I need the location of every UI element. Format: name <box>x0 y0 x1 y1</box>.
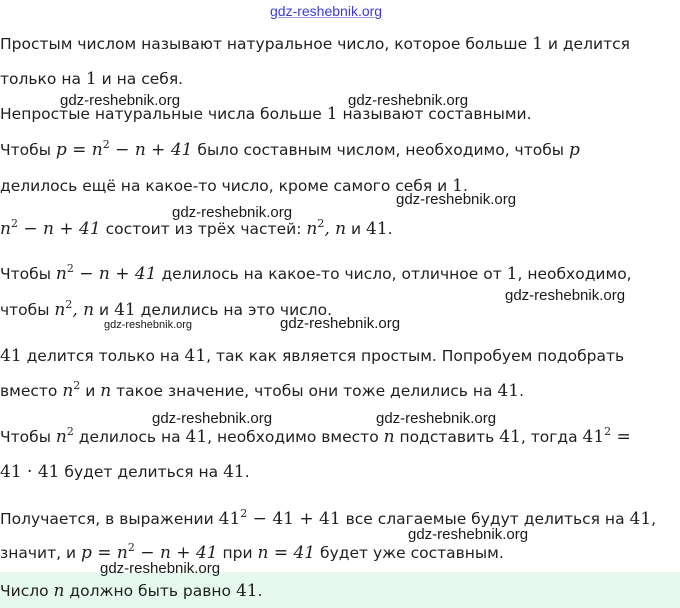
math-variable: p <box>568 140 580 160</box>
watermark: gdz-reshebnik.org <box>408 526 529 543</box>
math-number: 1 <box>452 176 463 196</box>
watermark: gdz-reshebnik.org <box>376 410 497 427</box>
text: делится только на <box>21 347 185 365</box>
math-expression: , n <box>324 219 347 239</box>
text: делились на это число. <box>135 301 333 319</box>
text: . <box>244 463 250 481</box>
text: состоит из трёх частей: <box>100 220 307 238</box>
text: было составным числом, необходимо, чтобы <box>192 141 569 159</box>
text: чтобы <box>0 301 55 319</box>
paragraph-8-line-1 <box>0 508 656 530</box>
paragraph-6-line-2 <box>0 380 524 402</box>
text: делилось на <box>73 428 186 446</box>
paragraph-2 <box>0 103 532 125</box>
text: . <box>387 220 393 238</box>
math-exponent: 2 <box>240 507 248 520</box>
math-number: 41 <box>223 462 245 482</box>
paragraph-4 <box>0 218 393 240</box>
text: называют составными. <box>337 105 532 123</box>
math-variable: n <box>100 381 112 401</box>
text: . <box>257 582 263 600</box>
math-expression: − n + 41 <box>109 140 193 160</box>
text: Непростые натуральные числа больше <box>0 105 327 123</box>
text: вместо <box>0 382 63 400</box>
math-exponent: 2 <box>73 379 81 392</box>
text: Получается, в выражении <box>0 510 219 528</box>
watermark: gdz-reshebnik.org <box>152 410 273 427</box>
text: . <box>519 382 524 400</box>
paragraph-5-line-1 <box>0 263 632 285</box>
text: такое значение, чтобы они тоже делились на <box>111 382 498 400</box>
text: и <box>94 301 115 319</box>
text: , <box>651 510 657 528</box>
paragraph-1-line-1 <box>0 33 630 55</box>
math-number: 41 <box>629 509 652 529</box>
text: . <box>462 177 468 195</box>
paragraph-7-line-2 <box>0 461 250 483</box>
math-exponent: 2 <box>66 425 74 438</box>
text: при <box>217 544 258 562</box>
math-number: 1 <box>532 34 543 54</box>
watermark: gdz-reshebnik.org <box>100 560 221 577</box>
watermark-top[interactable]: gdz-reshebnik.org <box>270 3 383 19</box>
paragraph-1-line-2 <box>0 68 183 90</box>
math-variable: n <box>53 581 65 601</box>
math-exponent: 2 <box>65 298 73 311</box>
text: должно быть равно <box>64 582 236 600</box>
math-exponent: 2 <box>102 138 110 151</box>
text: и <box>80 382 101 400</box>
text: будет делиться на <box>59 463 224 481</box>
math-exponent: 2 <box>317 217 325 230</box>
math-exponent: 2 <box>604 425 612 438</box>
math-variable: n <box>383 427 395 447</box>
watermark-small: gdz-reshebnik.org <box>104 319 193 331</box>
math-expression: n = 41 <box>257 543 316 563</box>
text: будет уже составным. <box>315 544 504 562</box>
text: делилось на какое-то число, отличное от <box>156 265 507 283</box>
text: Чтобы <box>0 428 56 446</box>
math-number: 41 <box>0 346 22 366</box>
math-number: 41 <box>218 509 241 529</box>
math-expression: 41 · 41 <box>0 462 60 482</box>
math-number: 41 <box>497 381 520 401</box>
text: все слагаемые будут делиться на <box>340 510 630 528</box>
text: и делится <box>542 35 630 53</box>
text: и на себя. <box>96 70 184 88</box>
text: Чтобы <box>0 265 56 283</box>
answer-text <box>0 580 263 602</box>
text: и <box>346 220 367 238</box>
paragraph-3-line-1 <box>0 139 580 161</box>
math-number: 41 <box>499 427 521 447</box>
math-number: 41 <box>184 346 207 366</box>
math-expression: = <box>611 427 631 447</box>
text: значит, и <box>0 544 81 562</box>
watermark: gdz-reshebnik.org <box>280 315 401 332</box>
watermark: gdz-reshebnik.org <box>348 92 469 109</box>
watermark: gdz-reshebnik.org <box>505 287 626 304</box>
math-number: 41 <box>114 300 136 320</box>
math-variable: n <box>55 427 67 447</box>
math-number: 1 <box>326 104 338 124</box>
math-expression: p = n <box>81 543 128 563</box>
watermark: gdz-reshebnik.org <box>60 92 181 109</box>
math-expression: p = n <box>55 140 103 160</box>
text: , необходимо вместо <box>207 428 384 446</box>
math-exponent: 2 <box>127 541 135 554</box>
text: , необходимо, <box>517 265 632 283</box>
text: подставить <box>394 428 500 446</box>
math-expression: − 41 + 41 <box>247 509 341 529</box>
math-number: 41 <box>235 581 258 601</box>
text: , так как является простым. Попробуем подобрать <box>206 347 625 365</box>
math-expression: − n + 41 <box>17 219 101 239</box>
math-variable: n <box>306 219 318 239</box>
math-number: 41 <box>185 427 208 447</box>
math-exponent: 2 <box>10 217 18 230</box>
math-number: 41 <box>366 219 388 239</box>
math-number: 1 <box>85 69 97 89</box>
text: Число <box>0 582 54 600</box>
math-variable: n <box>55 264 67 284</box>
math-expression: − n + 41 <box>73 264 157 284</box>
text: Простым числом называют натуральное число, которое больше <box>0 35 533 53</box>
math-expression: , n <box>72 300 95 320</box>
text: делилось ещё на какое-то число, кроме самого себя и <box>0 177 453 195</box>
paragraph-7-line-1 <box>0 426 631 448</box>
watermark: gdz-reshebnik.org <box>172 204 293 221</box>
text: , тогда <box>520 428 583 446</box>
paragraph-6-line-1 <box>0 345 624 367</box>
math-exponent: 2 <box>66 262 74 275</box>
math-variable: n <box>0 219 11 239</box>
watermark: gdz-reshebnik.org <box>396 191 517 208</box>
paragraph-8-line-2 <box>0 542 504 564</box>
math-expression: − n + 41 <box>134 543 218 563</box>
math-number: 1 <box>506 264 518 284</box>
math-number: 41 <box>582 427 605 447</box>
text: Чтобы <box>0 141 56 159</box>
math-variable: n <box>54 300 66 320</box>
text: только на <box>0 70 86 88</box>
math-variable: n <box>62 381 74 401</box>
